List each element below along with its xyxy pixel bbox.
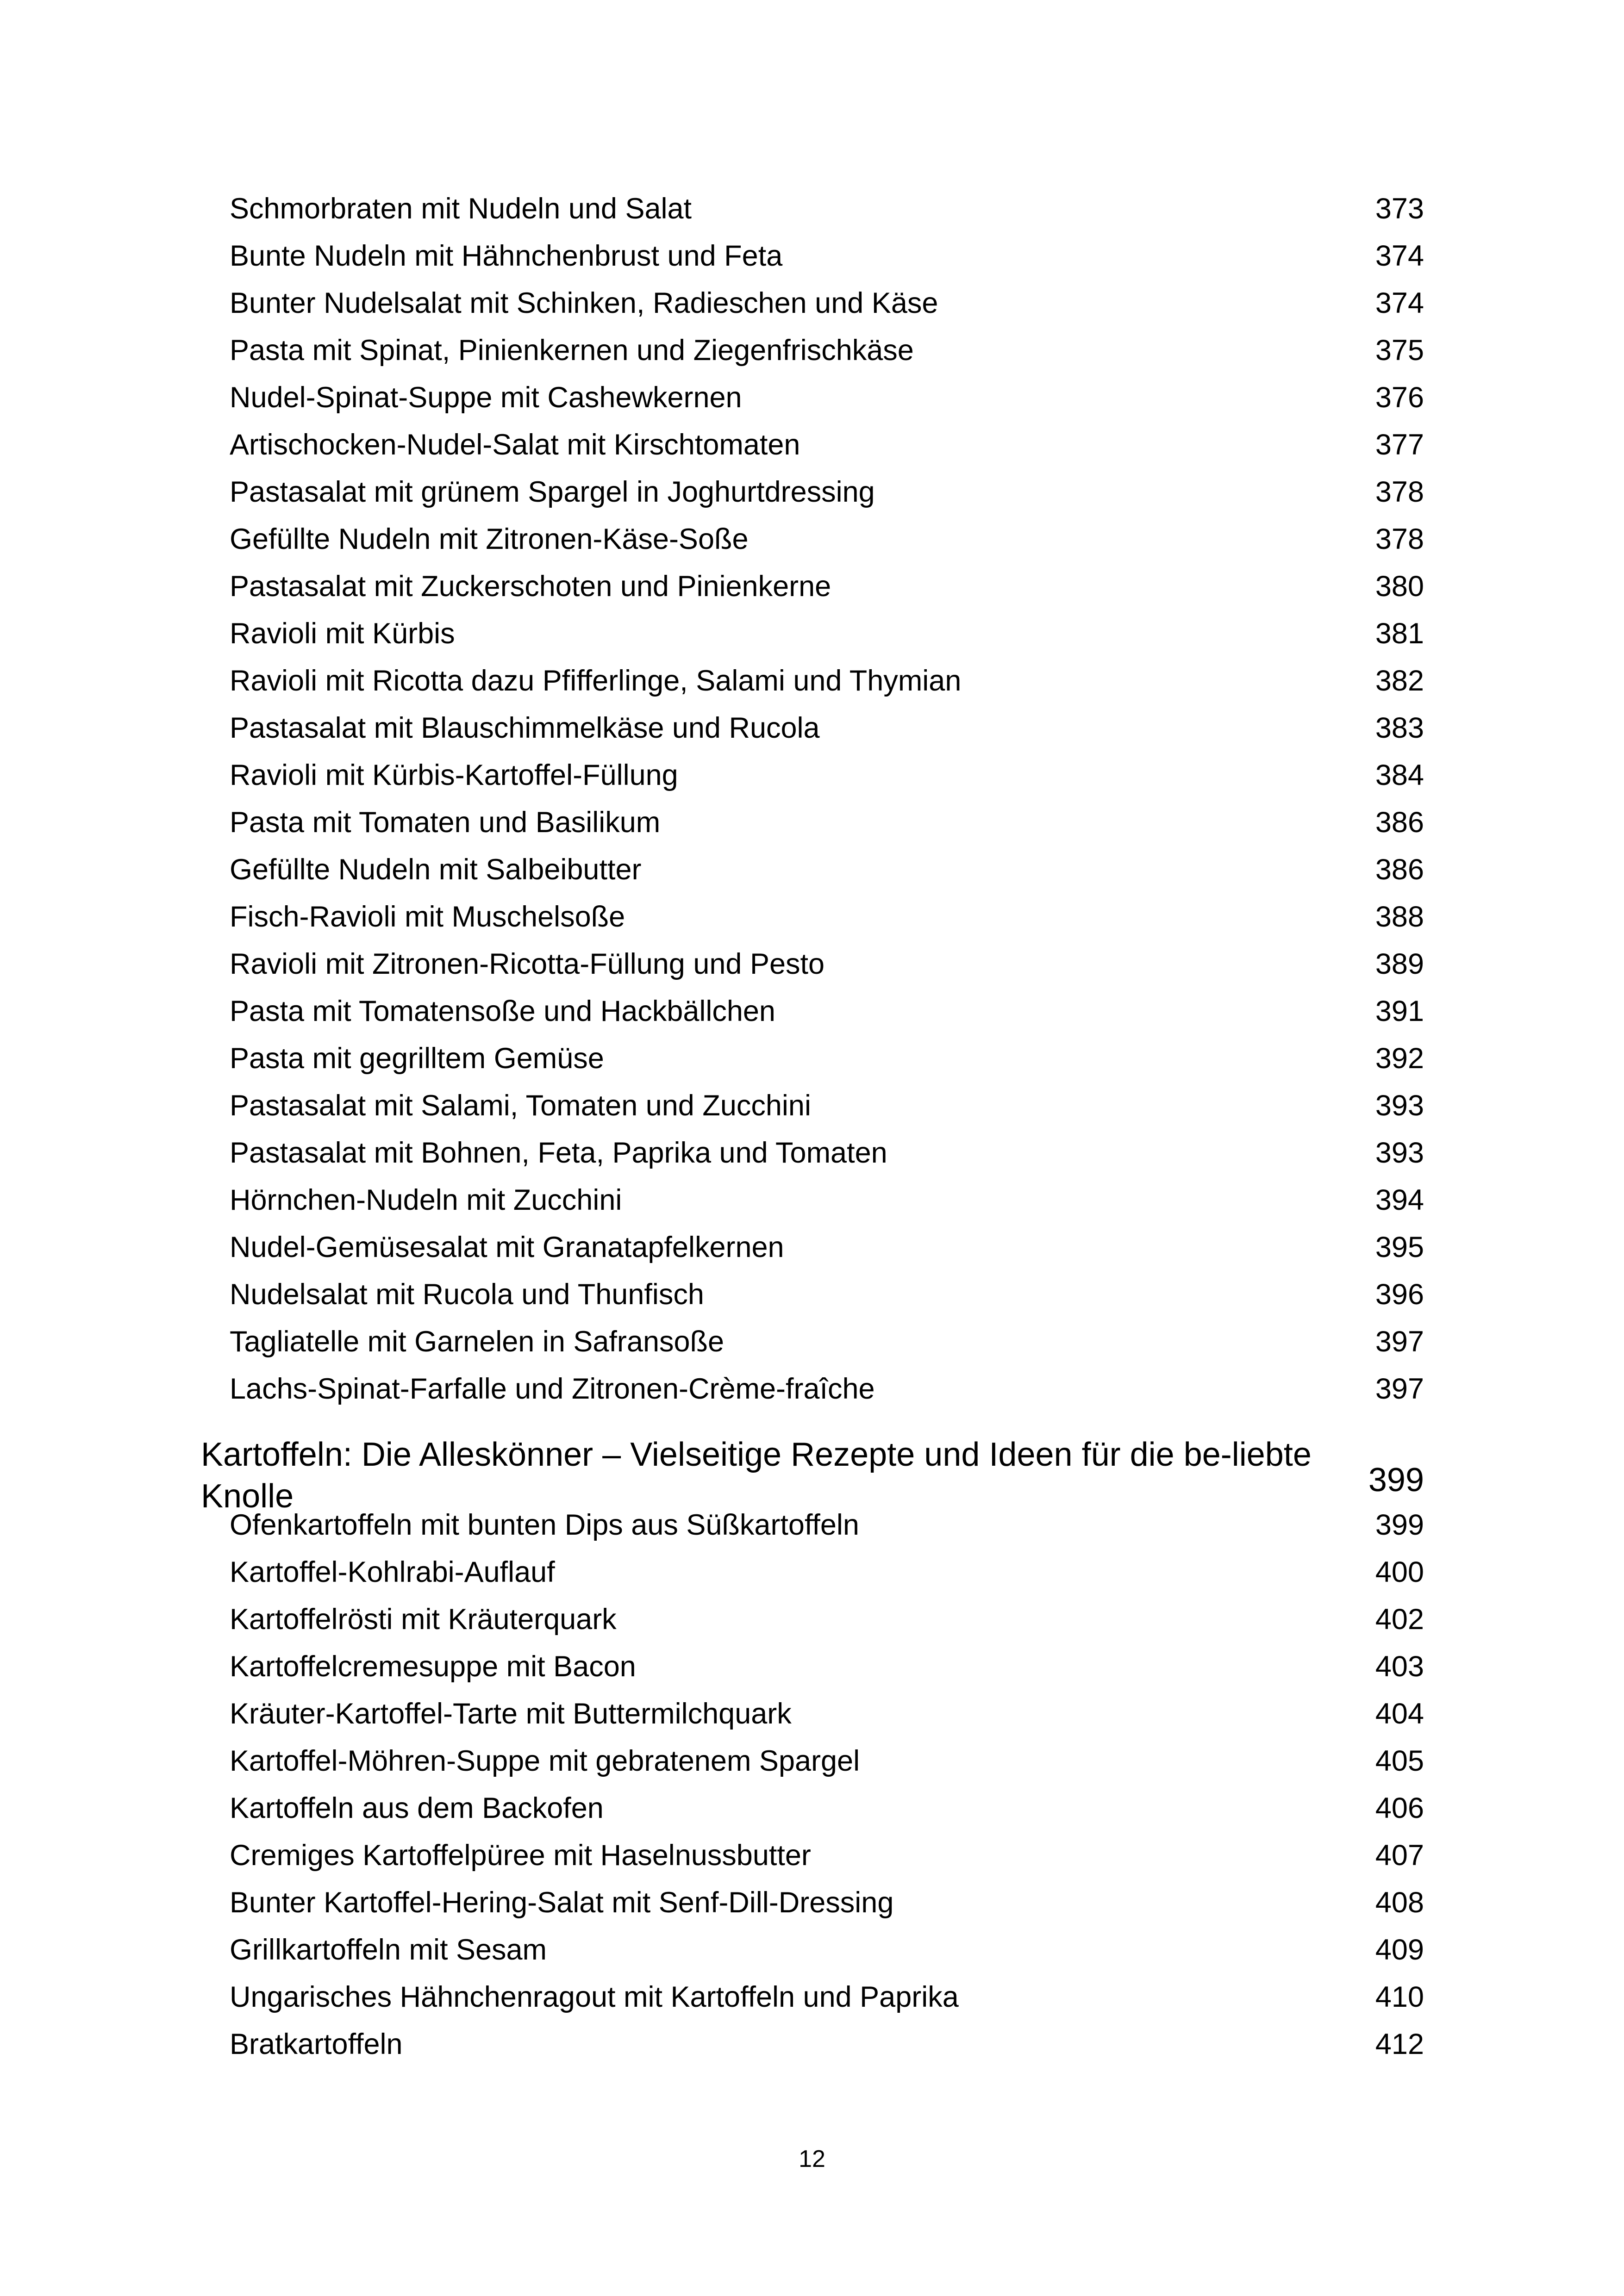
- toc-entry[interactable]: [0, 657, 1624, 704]
- toc-entry-title: Bunter Kartoffel-Hering-Salat mit Senf-Dill-Dressing: [230, 1886, 894, 1919]
- toc-entry-title: Ungarisches Hähnchenragout mit Kartoffeln und Paprika: [230, 1981, 959, 2013]
- toc-entry-title: Ravioli mit Zitronen-Ricotta-Füllung und Pesto: [230, 948, 825, 980]
- toc-entry-page-number: 377: [1375, 429, 1424, 461]
- toc-entry[interactable]: [0, 1271, 1624, 1318]
- toc-entry[interactable]: [0, 2021, 1624, 2068]
- toc-entry-title: Kartoffeln aus dem Backofen: [230, 1792, 604, 1824]
- toc-entry-title: Bunter Nudelsalat mit Schinken, Radieschen und Käse: [230, 287, 938, 319]
- toc-entry-title: Nudelsalat mit Rucola und Thunfisch: [230, 1278, 704, 1311]
- toc-entry-page-number: 396: [1375, 1278, 1424, 1311]
- toc-entry-title: Ravioli mit Kürbis: [230, 617, 455, 650]
- toc-entry-title: Kartoffel-Möhren-Suppe mit gebratenem Spargel: [230, 1745, 860, 1777]
- toc-entry-page-number: 373: [1375, 193, 1424, 225]
- toc-section-kartoffeln: [0, 1501, 1624, 2068]
- toc-entry-page-number: 394: [1375, 1184, 1424, 1216]
- toc-entry[interactable]: [0, 752, 1624, 799]
- toc-entry-page-number: 383: [1375, 712, 1424, 744]
- toc-entry[interactable]: [0, 1082, 1624, 1129]
- toc-entry[interactable]: [0, 1549, 1624, 1596]
- toc-entry-page-number: 391: [1375, 995, 1424, 1027]
- toc-entry[interactable]: [0, 1224, 1624, 1271]
- toc-entry-page-number: 406: [1375, 1792, 1424, 1824]
- toc-entry[interactable]: [0, 280, 1624, 327]
- toc-entry-title: Ravioli mit Kürbis-Kartoffel-Füllung: [230, 759, 678, 791]
- toc-entry-title: Pasta mit Tomaten und Basilikum: [230, 806, 661, 839]
- chapter-page-number: 399: [1368, 1462, 1424, 1499]
- toc-entry[interactable]: [0, 1832, 1624, 1879]
- toc-entry[interactable]: [0, 1973, 1624, 2021]
- toc-entry-page-number: 378: [1375, 476, 1424, 508]
- toc-entry-page-number: 409: [1375, 1934, 1424, 1966]
- toc-entry[interactable]: [0, 1737, 1624, 1785]
- toc-entry-page-number: 378: [1375, 523, 1424, 555]
- toc-entry[interactable]: [0, 327, 1624, 374]
- toc-entry[interactable]: [0, 1035, 1624, 1082]
- toc-entry[interactable]: [0, 988, 1624, 1035]
- toc-entry-page-number: 386: [1375, 853, 1424, 886]
- toc-entry-title: Kartoffelcremesuppe mit Bacon: [230, 1650, 636, 1683]
- toc-entry-page-number: 405: [1375, 1745, 1424, 1777]
- toc-entry-page-number: 412: [1375, 2028, 1424, 2060]
- toc-entry-title: Kräuter-Kartoffel-Tarte mit Buttermilchquark: [230, 1698, 792, 1730]
- toc-entry-title: Fisch-Ravioli mit Muschelsoße: [230, 901, 625, 933]
- toc-entry[interactable]: [0, 1596, 1624, 1643]
- toc-entry-title: Pastasalat mit Blauschimmelkäse und Rucola: [230, 712, 820, 744]
- toc-entry-title: Kartoffel-Kohlrabi-Auflauf: [230, 1556, 555, 1588]
- toc-entry[interactable]: [0, 1318, 1624, 1365]
- toc-entry-page-number: 397: [1375, 1325, 1424, 1358]
- toc-entry-page-number: 392: [1375, 1042, 1424, 1075]
- toc-entry[interactable]: [0, 610, 1624, 657]
- toc-entry[interactable]: [0, 468, 1624, 516]
- toc-entry[interactable]: [0, 940, 1624, 988]
- toc-entry[interactable]: [0, 1879, 1624, 1926]
- toc-entry-title: Nudel-Spinat-Suppe mit Cashewkernen: [230, 381, 742, 414]
- toc-entry[interactable]: [0, 1926, 1624, 1973]
- toc-entry-page-number: 399: [1375, 1509, 1424, 1541]
- toc-entry-page-number: 374: [1375, 287, 1424, 319]
- footer-page-number: 12: [799, 2146, 825, 2172]
- toc-entry[interactable]: [0, 232, 1624, 280]
- toc-entry-page-number: 410: [1375, 1981, 1424, 2013]
- toc-entry-title: Pastasalat mit Salami, Tomaten und Zucchini: [230, 1089, 811, 1122]
- toc-entry-title: Ofenkartoffeln mit bunten Dips aus Süßkartoffeln: [230, 1509, 859, 1541]
- toc-entry[interactable]: [0, 1643, 1624, 1690]
- toc-entry-page-number: 397: [1375, 1373, 1424, 1405]
- toc-section-pasta: [0, 185, 1624, 1412]
- toc-entry-title: Pastasalat mit Bohnen, Feta, Paprika und Tomaten: [230, 1137, 887, 1169]
- table-of-contents: [0, 185, 1624, 2068]
- toc-entry-title: Artischocken-Nudel-Salat mit Kirschtomaten: [230, 429, 800, 461]
- toc-entry-page-number: 404: [1375, 1698, 1424, 1730]
- toc-entry[interactable]: [0, 799, 1624, 846]
- chapter-title: Kartoffeln: Die Alleskönner – Vielseitige Rezepte und Ideen für die be-liebte Knolle: [201, 1436, 1312, 1515]
- toc-entry-page-number: 393: [1375, 1089, 1424, 1122]
- toc-entry[interactable]: [0, 1176, 1624, 1224]
- toc-entry[interactable]: [0, 1785, 1624, 1832]
- toc-entry-title: Cremiges Kartoffelpüree mit Haselnussbutter: [230, 1839, 811, 1872]
- toc-entry[interactable]: [0, 374, 1624, 421]
- toc-entry-page-number: 402: [1375, 1603, 1424, 1636]
- toc-entry-title: Nudel-Gemüsesalat mit Granatapfelkernen: [230, 1231, 784, 1263]
- toc-entry-title: Pastasalat mit Zuckerschoten und Pinienkerne: [230, 570, 831, 603]
- toc-entry-page-number: 388: [1375, 901, 1424, 933]
- toc-entry[interactable]: [0, 1129, 1624, 1176]
- toc-entry-page-number: 374: [1375, 240, 1424, 272]
- toc-entry[interactable]: [0, 893, 1624, 940]
- toc-entry[interactable]: [0, 704, 1624, 752]
- toc-entry-page-number: 382: [1375, 665, 1424, 697]
- toc-chapter-heading[interactable]: [0, 1412, 1624, 1515]
- toc-entry-title: Ravioli mit Ricotta dazu Pfifferlinge, Salami und Thymian: [230, 665, 962, 697]
- toc-entry-page-number: 395: [1375, 1231, 1424, 1263]
- toc-entry-title: Schmorbraten mit Nudeln und Salat: [230, 193, 692, 225]
- toc-entry-page-number: 407: [1375, 1839, 1424, 1872]
- toc-entry-page-number: 400: [1375, 1556, 1424, 1588]
- toc-entry-page-number: 389: [1375, 948, 1424, 980]
- toc-entry[interactable]: [0, 1690, 1624, 1737]
- toc-entry-title: Pasta mit Tomatensoße und Hackbällchen: [230, 995, 775, 1027]
- toc-entry[interactable]: [0, 1365, 1624, 1412]
- toc-entry[interactable]: [0, 516, 1624, 563]
- toc-entry-title: Gefüllte Nudeln mit Zitronen-Käse-Soße: [230, 523, 749, 555]
- toc-entry-title: Pastasalat mit grünem Spargel in Joghurtdressing: [230, 476, 875, 508]
- toc-entry-title: Grillkartoffeln mit Sesam: [230, 1934, 547, 1966]
- toc-entry-page-number: 380: [1375, 570, 1424, 603]
- toc-entry-page-number: 375: [1375, 334, 1424, 367]
- toc-entry[interactable]: [0, 563, 1624, 610]
- toc-entry-title: Bunte Nudeln mit Hähnchenbrust und Feta: [230, 240, 783, 272]
- toc-entry-title: Tagliatelle mit Garnelen in Safransoße: [230, 1325, 725, 1358]
- toc-entry-page-number: 376: [1375, 381, 1424, 414]
- toc-entry-title: Hörnchen-Nudeln mit Zucchini: [230, 1184, 622, 1216]
- toc-entry[interactable]: [0, 846, 1624, 893]
- toc-entry[interactable]: [0, 185, 1624, 232]
- toc-entry[interactable]: [0, 421, 1624, 468]
- toc-entry-page-number: 384: [1375, 759, 1424, 791]
- toc-entry-title: Gefüllte Nudeln mit Salbeibutter: [230, 853, 642, 886]
- toc-entry-page-number: 381: [1375, 617, 1424, 650]
- toc-entry-page-number: 403: [1375, 1650, 1424, 1683]
- toc-entry[interactable]: [0, 1501, 1624, 1549]
- toc-entry-title: Lachs-Spinat-Farfalle und Zitronen-Crème-fraîche: [230, 1373, 875, 1405]
- toc-entry-page-number: 408: [1375, 1886, 1424, 1919]
- toc-entry-title: Pasta mit Spinat, Pinienkernen und Ziegenfrischkäse: [230, 334, 914, 367]
- toc-entry-page-number: 393: [1375, 1137, 1424, 1169]
- toc-entry-page-number: 386: [1375, 806, 1424, 839]
- toc-entry-title: Pasta mit gegrilltem Gemüse: [230, 1042, 604, 1075]
- toc-entry-title: Kartoffelrösti mit Kräuterquark: [230, 1603, 617, 1636]
- toc-entry-title: Bratkartoffeln: [230, 2028, 403, 2060]
